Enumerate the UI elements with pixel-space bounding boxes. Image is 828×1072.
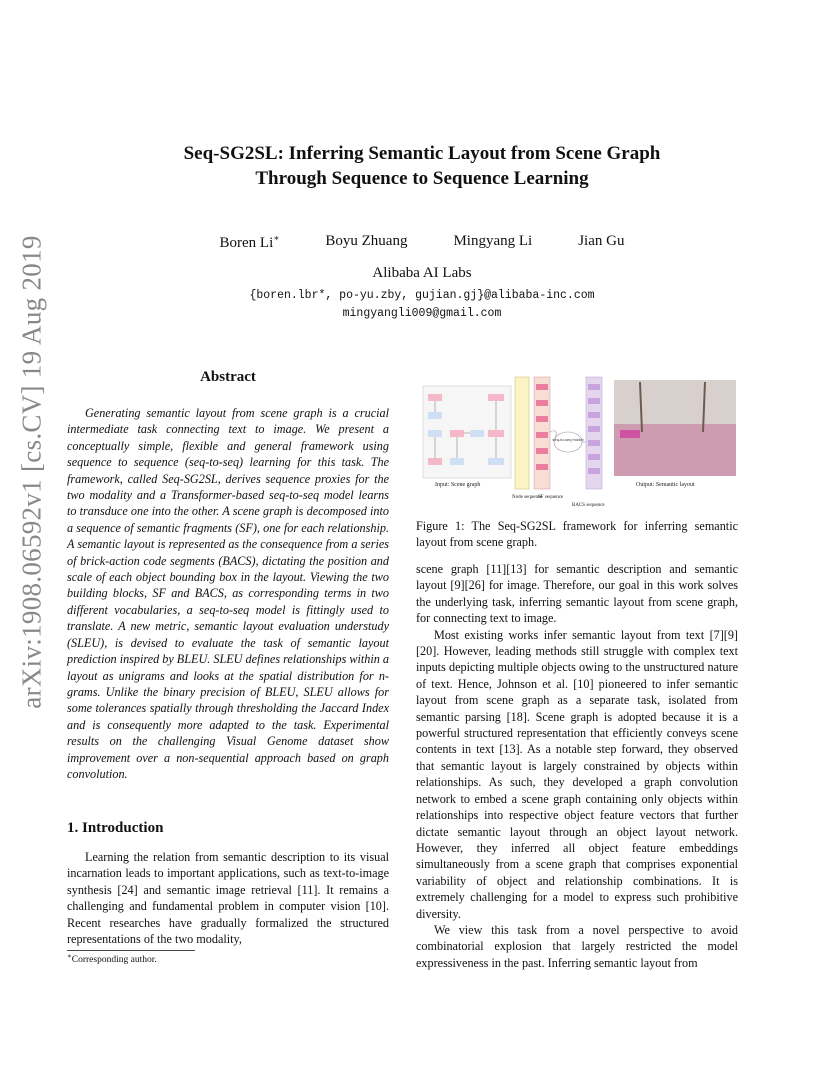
author-2: Boyu Zhuang — [325, 233, 408, 249]
graph-node — [428, 394, 442, 401]
bacs-token — [588, 398, 600, 404]
node-sequence-label: Node sequence — [512, 495, 543, 500]
seq-to-seq-model — [554, 432, 582, 452]
framework-diagram — [420, 372, 738, 512]
section-heading-introduction: 1. Introduction — [67, 820, 164, 836]
email-line-2: mingyangli009@gmail.com — [342, 307, 502, 320]
sf-sequence-label: SF sequence — [538, 495, 564, 500]
model-label: seq-to-seq model — [552, 437, 584, 442]
sf-token — [536, 448, 548, 454]
abstract-text: Generating semantic layout from scene graph is a crucial intermediate task connecting text to image. We present a conceptually simple, flexible and general framework using sequence to sequence (seq-to-seq) learning for this task. The framework, called Seq-SG2SL, derives sequence proxies for the two modality and a Transformer-based seq-to-seq model learns to transduce one into the other. A scene graph is decomposed into a sequence of semantic fragments (SF), one for each relationship. A semantic layout is represented as the consequence from a series of brick-action code segments (BACS), dictating the position and scale of each object bounding box in the layout. Viewing the two building blocks, SF and BACS, as corresponding terms in two different vocabularies, a seq-to-seq model is fittingly used to translate. A new metric, semantic layout evaluation understudy (SLEU), is devised to evaluate the task of semantic layout prediction inspired by BLEU. SLEU defines relationships within a layout as unigrams and looks at the spatial distribution for n-grams. Unlike the binary precision of BLEU, SLEU allows for some tolerances spatially through thresholding the Jaccard Index and is consequently more adapted to the task. Experimental results on the challenging Visual Genome dataset show improvement over a non-sequential approach based on graph convolution. — [67, 406, 389, 781]
graph-node — [428, 412, 442, 419]
bacs-token — [588, 454, 600, 460]
email-line-1: {boren.lbr*, po-yu.zby, gujian.gj}@alibaba-inc.com — [249, 289, 595, 302]
graph-node — [488, 458, 504, 465]
bacs-token — [588, 440, 600, 446]
paper-title — [100, 141, 744, 191]
affiliation: Alibaba AI Labs — [372, 265, 472, 281]
sf-token — [536, 432, 548, 438]
bacs-token — [588, 412, 600, 418]
introduction-text: Learning the relation from semantic description to its visual incarnation leads to important applications, such as text-to-image synthesis [24] and semantic image retrieval [11]. It remains a challenging and fundamental problem in computer vision [10]. Recent researches have gradually formalized the structured representations of the two modality, — [67, 850, 389, 947]
output-sky — [614, 380, 736, 424]
graph-node — [488, 430, 504, 437]
abstract-heading: Abstract — [200, 369, 256, 385]
graph-node — [488, 394, 504, 401]
author-1: Boren Li∗ — [219, 233, 280, 251]
bacs-token — [588, 468, 600, 474]
graph-node — [428, 430, 442, 437]
author-3: Mingyang Li — [453, 233, 533, 249]
sf-token — [536, 464, 548, 470]
bacs-token — [588, 426, 600, 432]
title-line-1: Seq-SG2SL: Inferring Semantic Layout from Scene Graph — [183, 143, 661, 164]
footnote: ∗Corresponding author. — [67, 952, 157, 966]
sf-token — [536, 384, 548, 390]
arxiv-identifier: arXiv:1908.06592v1 [cs.CV] 19 Aug 2019 — [16, 235, 47, 709]
graph-node — [450, 430, 464, 437]
paragraph: We view this task from a novel perspective to avoid combinatorial explosion that largely restricted the model expressiveness in the past. Inferring semantic layout from — [416, 922, 738, 970]
author-list — [100, 233, 744, 252]
graph-node — [470, 430, 484, 437]
footnote-rule — [67, 950, 195, 951]
paragraph: scene graph [11][13] for semantic description and semantic layout [9][26] for image. Therefore, our goal in this work solves the underlying task, inferring semantic layout from scene graph, for connecting text to image. — [416, 562, 738, 626]
graph-node — [450, 458, 464, 465]
input-label: Input: Scene graph — [435, 482, 481, 488]
paragraph: Most existing works infer semantic layout from text [7][9][20]. However, leading methods still struggle with complex text inputs depicting multiple objects owing to the unstructured nature of text. Hence, Johnson et al. [10] pioneered to infer semantic layout from scene graph as a separate task, isolated from semantic parsing [18]. Scene graph is adopted because it is a powerful structured representation that efficiently conveys scene contents in text [13]. As a notable step forward, they observed that semantic layout is largely constrained by objects within relationships. As such, they developed a graph convolution network to embed a scene graph containing only objects within relationships into respective object feature vectors that further dictate semantic layout through an object layout network. However, they inferred all object feature embeddings simultaneously from a scene graph that comprises exponential variability of object and relationship combinations. It is extremely challenging for a model to express such prohibitive diversity. — [416, 627, 738, 921]
title-line-2: Through Sequence to Sequence Learning — [255, 168, 589, 189]
graph-node — [428, 458, 442, 465]
figure-caption: Figure 1: The Seq-SG2SL framework for inferring semantic layout from scene graph. — [416, 519, 738, 550]
sf-token — [536, 400, 548, 406]
output-label: Output: Semantic layout — [636, 482, 695, 488]
layout-box — [620, 430, 640, 438]
bacs-token — [588, 384, 600, 390]
author-4: Jian Gu — [578, 233, 625, 249]
figure-1 — [420, 372, 738, 512]
right-column-text — [416, 561, 738, 971]
sf-token — [536, 416, 548, 422]
bacs-sequence-label: BACS sequence — [572, 503, 605, 508]
node-sequence-column — [515, 377, 529, 489]
